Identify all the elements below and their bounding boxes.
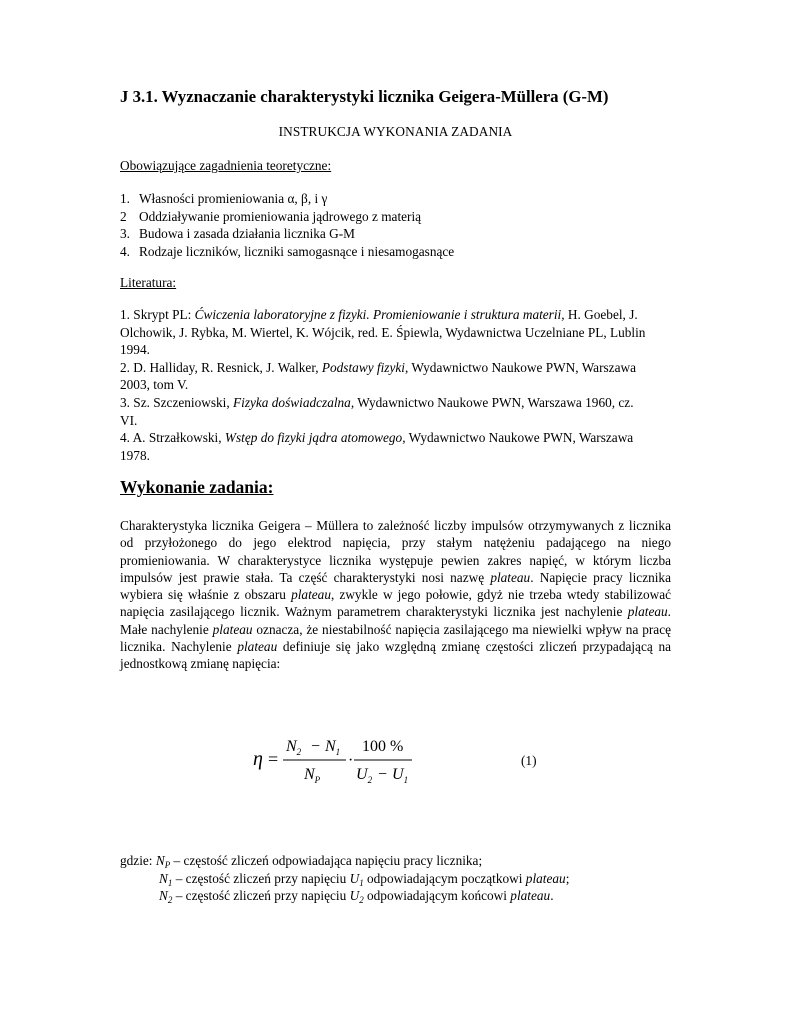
document-subtitle: INSTRUKCJA WYKONANIA ZADANIA xyxy=(278,124,513,139)
definition-np: gdzie: $N_P$ – częstość zliczeń odpowiadająca napięciu pracy licznika; xyxy=(120,853,483,870)
list-item: 3. Budowa i zasada działania licznika G-M xyxy=(120,226,355,242)
literature-heading: Literatura: xyxy=(120,275,177,290)
topics-list xyxy=(120,190,454,260)
equation-number: (1) xyxy=(521,753,537,768)
formula-u1: $U_1$ xyxy=(392,766,409,785)
slope-formula xyxy=(250,733,430,785)
topics-heading: Obowiązujące zagadnienia teoretyczne: xyxy=(120,158,332,173)
formula-minus-bottom: − xyxy=(378,766,388,783)
formula-np: $N_P$ xyxy=(304,766,321,785)
list-item: 4. Rodzaje liczników, liczniki samogasnące i niesamogasnące xyxy=(120,243,455,259)
literature-list xyxy=(120,306,650,464)
definitions xyxy=(120,852,680,905)
list-item: 2 Oddziaływanie promieniowania jądrowego z materią xyxy=(120,208,422,224)
literature-entry: 4. A. Strzałkowski, Wstęp do fizyki jądra atomowego, Wydawnictwo Naukowe PWN, Warszawa 1978. xyxy=(120,430,634,463)
list-item: 1. Własności promieniowania α, β, i γ xyxy=(120,191,328,206)
literature-entry: 2. D. Halliday, R. Resnick, J. Walker, Podstawy fizyki, Wydawnictwo Naukowe PWN, Warszawa 2003, tom V. xyxy=(120,359,636,393)
definition-n2: $N_2$ – częstość zliczeń przy napięciu $U_2$ odpowiadającym końcowi plateau. xyxy=(159,888,554,906)
formula-eta: η xyxy=(253,748,263,770)
section-title: Wykonanie zadania: xyxy=(120,477,274,497)
document-title: J 3.1. Wyznaczanie charakterystyki licznika Geigera-Müllera (G-M) xyxy=(120,87,609,106)
formula-dot: · xyxy=(348,752,354,769)
formula-n1: $N_1$ xyxy=(325,738,341,757)
formula-u2: $U_2$ xyxy=(356,766,373,785)
literature-entry: 3. Sz. Szczeniowski, Fizyka doświadczalna, Wydawnictwo Naukowe PWN, Warszawa 1960, cz. VI. xyxy=(120,394,634,428)
formula-equals: = xyxy=(268,749,279,769)
formula-minus-top: − xyxy=(311,738,321,755)
definition-n1: $N_1$ – częstość zliczeń przy napięciu $U_1$ odpowiadającym początkowi plateau; xyxy=(159,870,570,888)
literature-entry: 1. Skrypt PL: Ćwiczenia laboratoryjne z fizyki. Promieniowanie i struktura materii, H. Goebel, J. Olchowik, J. Rybka, M. Wiertel, K. Wójcik, red. E. Śpiewla, Wydawnictwa Uczelniane PL, Lublin 1994. xyxy=(120,307,646,358)
body-paragraph: Charakterystyka licznika Geigera – Müllera to zależność liczby impulsów otrzymywanych z licznika od przyłożonego do jego elektrod napięcia, przy stałym natężeniu padającego na niego promieniowania. W charakterystyce licznika występuje pewien zakres napięć, w którym liczba impulsów jest prawie stała. Ta część charakterystyki nosi nazwę plateau. Napięcie pracy licznika wybiera się właśnie z obszaru plateau, zwykle w jego połowie, gdyż nie trzeba wtedy stabilizować napięcia zasilającego licznik. Ważnym parametrem charakterystyki licznika jest nachylenie plateau. Małe nachylenie plateau oznacza, że niestabilność napięcia zasilającego ma niewielki wpływ na pracę licznika. Nachylenie plateau definiuje się jako względną zmianę częstości zliczeń przypadającą na jednostkową zmianę napięcia: xyxy=(120,518,672,672)
formula-n2: $N_2$ xyxy=(286,738,302,757)
formula-100-percent: 100 % xyxy=(362,738,404,755)
